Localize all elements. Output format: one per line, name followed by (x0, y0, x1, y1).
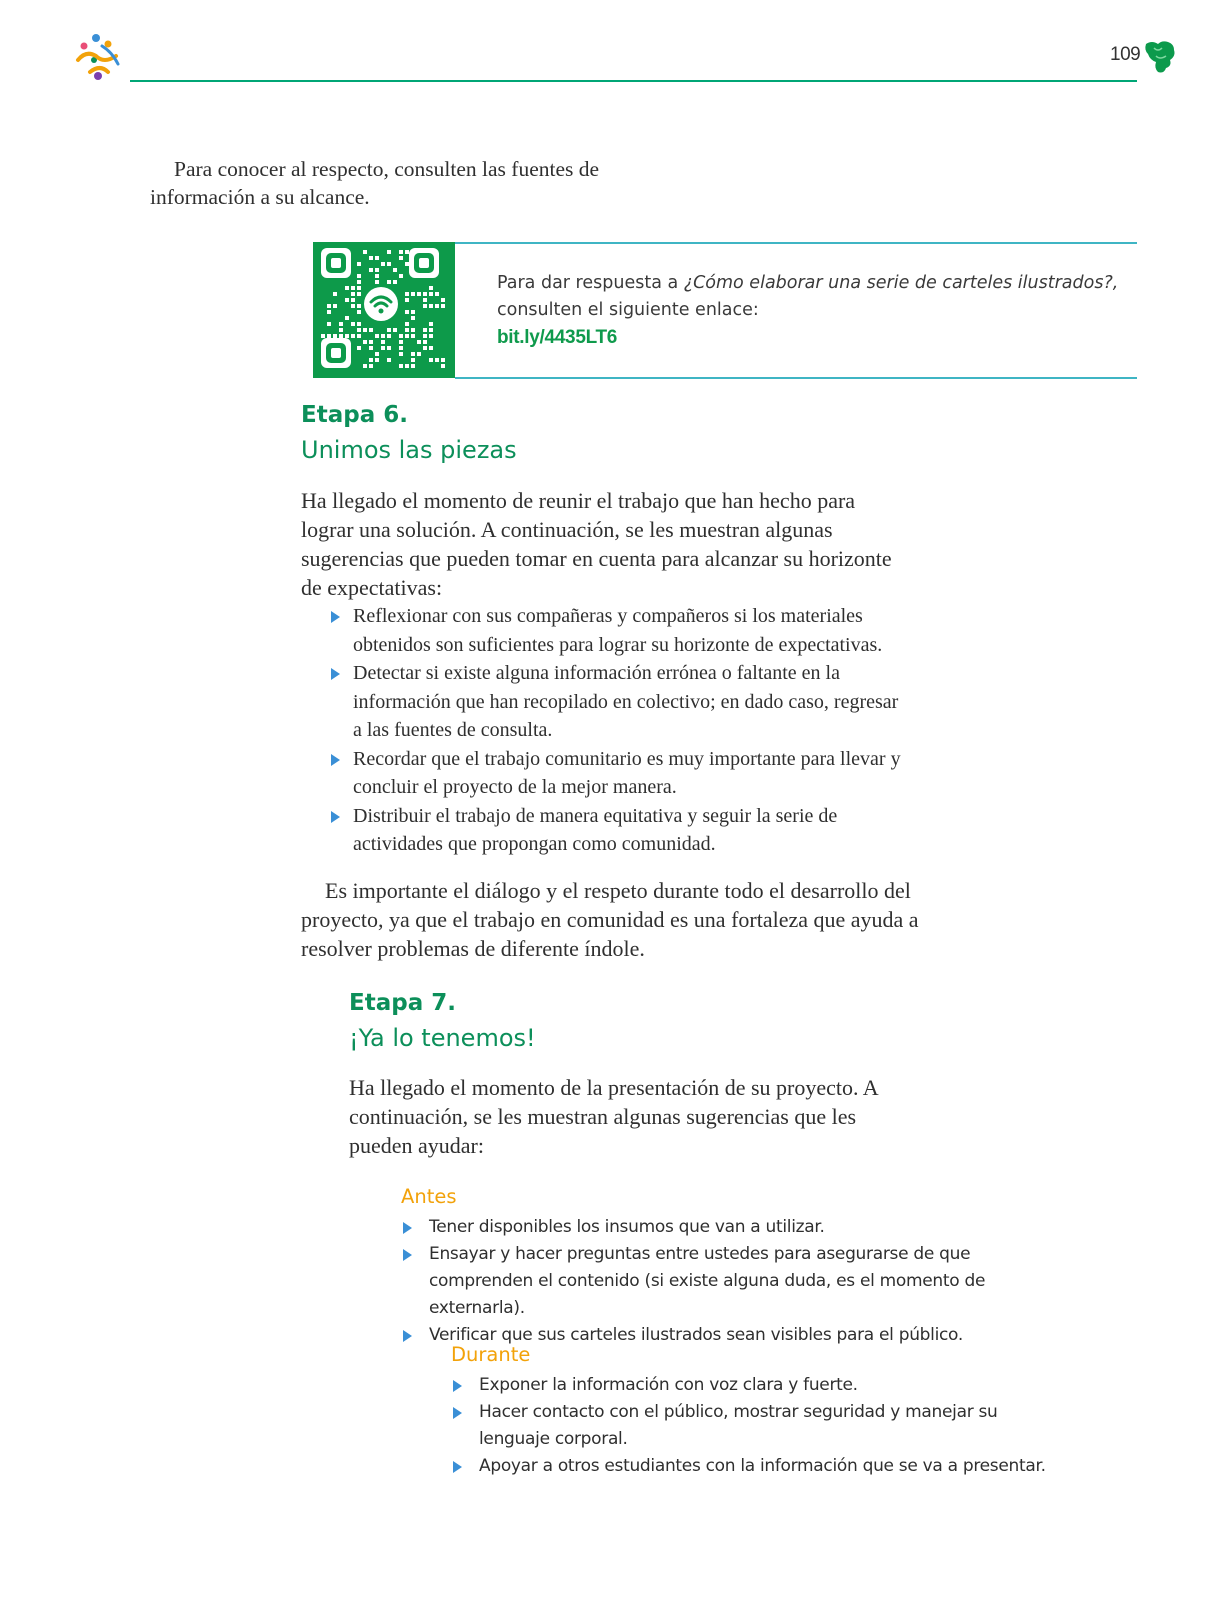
qr-module (399, 274, 403, 278)
qr-module (399, 364, 403, 368)
qr-module (411, 352, 415, 356)
qr-module (429, 286, 433, 290)
bullet-triangle-icon (331, 754, 340, 766)
qr-module (369, 328, 373, 332)
bullet-triangle-icon (453, 1407, 462, 1419)
qr-module (339, 328, 343, 332)
etapa6-body (301, 486, 911, 859)
qr-module (333, 304, 337, 308)
qr-module (375, 334, 379, 338)
qr-module (399, 340, 403, 344)
link-question: ¿Cómo elaborar una serie de carteles ilustrados?, (683, 273, 1119, 293)
qr-module (369, 340, 373, 344)
antes-section (401, 1214, 1061, 1349)
qr-module (435, 358, 439, 362)
qr-module (399, 256, 403, 260)
qr-module (357, 304, 361, 308)
qr-module (333, 334, 337, 338)
qr-module (405, 250, 409, 254)
qr-module (423, 328, 427, 332)
qr-module (399, 346, 403, 350)
qr-module (399, 250, 403, 254)
qr-module (405, 298, 409, 302)
etapa6-closing (301, 876, 926, 963)
qr-module (429, 334, 433, 338)
link-prefix: Para dar respuesta a (497, 273, 684, 293)
qr-module (357, 274, 361, 278)
qr-module (387, 262, 391, 266)
qr-module (363, 328, 367, 332)
qr-module (417, 352, 421, 356)
link-box-top-rule (455, 242, 1137, 244)
list-item: Tener disponibles los insumos que van a utilizar. (401, 1214, 1061, 1241)
qr-module (375, 268, 379, 272)
qr-module (351, 334, 355, 338)
qr-module (381, 346, 385, 350)
qr-module (357, 262, 361, 266)
qr-module (387, 280, 391, 284)
list-item: Exponer la información con voz clara y fuerte. (451, 1372, 1061, 1399)
qr-module (405, 310, 409, 314)
qr-module (339, 322, 343, 326)
qr-module (357, 310, 361, 314)
header-rule (130, 80, 1137, 82)
list-item: Verificar que sus carteles ilustrados sean visibles para el público. (401, 1322, 1061, 1349)
list-item: Recordar que el trabajo comunitario es muy importante para llevar y concluir el proyecto de la mejor manera. (301, 745, 911, 802)
etapa7-paragraph: Ha llegado el momento de la presentación de su proyecto. A continuación, se les muestran algunas sugerencias que les pueden ayudar: (349, 1075, 878, 1158)
page-number: 109 (1110, 44, 1141, 65)
bullet-triangle-icon (331, 668, 340, 680)
qr-module (345, 298, 349, 302)
qr-code[interactable] (313, 242, 455, 378)
list-item: Reflexionar con sus compañeras y compañeros si los materiales obtenidos son suficientes para lograr su horizonte de expectativas. (301, 602, 911, 659)
qr-module (357, 346, 361, 350)
qr-module (327, 310, 331, 314)
bullet-triangle-icon (403, 1330, 412, 1342)
qr-module (369, 268, 373, 272)
qr-module (441, 304, 445, 308)
qr-module (351, 286, 355, 290)
qr-module (441, 364, 445, 368)
qr-module (405, 334, 409, 338)
qr-module (363, 250, 367, 254)
qr-module (345, 316, 349, 320)
etapa7-number: Etapa 7. (349, 990, 456, 1016)
qr-module (351, 292, 355, 296)
list-item: Apoyar a otros estudiantes con la información que se va a presentar. (451, 1453, 1061, 1480)
etapa6-bullet-list (301, 602, 911, 859)
qr-module (375, 256, 379, 260)
qr-module (375, 358, 379, 362)
link-suffix: consulten el siguiente enlace: (497, 300, 759, 320)
list-item: Hacer contacto con el público, mostrar seguridad y manejar su lenguaje corporal. (451, 1399, 1061, 1453)
qr-module (351, 304, 355, 308)
qr-module (429, 322, 433, 326)
qr-module (393, 268, 397, 272)
durante-bullet-list (451, 1372, 1061, 1480)
qr-module (411, 292, 415, 296)
etapa7-title: ¡Ya lo tenemos! (349, 1024, 536, 1052)
qr-module (423, 298, 427, 302)
qr-module (363, 340, 367, 344)
qr-module (417, 340, 421, 344)
qr-module (381, 262, 385, 266)
qr-module (405, 322, 409, 326)
qr-module (357, 286, 361, 290)
qr-module (441, 358, 445, 362)
qr-module (357, 322, 361, 326)
qr-module (429, 304, 433, 308)
qr-module (387, 346, 391, 350)
qr-module (441, 298, 445, 302)
bullet-triangle-icon (403, 1222, 412, 1234)
qr-module (423, 340, 427, 344)
qr-module (405, 292, 409, 296)
qr-module (381, 334, 385, 338)
intro-text: Para conocer al respecto, consulten las fuentes de información a su alcance. (150, 157, 600, 209)
bullet-triangle-icon (331, 811, 340, 823)
qr-module (423, 346, 427, 350)
qr-module (411, 364, 415, 368)
qr-module (357, 328, 361, 332)
qr-module (369, 256, 373, 260)
qr-module (387, 334, 391, 338)
bullet-triangle-icon (453, 1461, 462, 1473)
qr-module (417, 292, 421, 296)
etapa7-body (349, 1073, 909, 1160)
link-box-bottom-rule (455, 377, 1137, 379)
antes-heading: Antes (401, 1185, 457, 1208)
etapa6-closing-text: Es importante el diálogo y el respeto durante todo el desarrollo del proyecto, ya que el trabajo en comunidad es una fortaleza que ayuda a resolver problemas de diferente índole. (301, 878, 919, 961)
qr-module (351, 322, 355, 326)
qr-module (435, 304, 439, 308)
qr-module (399, 334, 403, 338)
qr-module (429, 328, 433, 332)
qr-module (399, 352, 403, 356)
qr-module (393, 280, 397, 284)
etapa6-paragraph: Ha llegado el momento de reunir el trabajo que han hecho para lograr una solución. A continuación, se les muestran algunas sugerencias que pueden tomar en cuenta para alcanzar su horizonte de expectativas: (301, 488, 892, 600)
community-map-icon (1142, 38, 1178, 76)
qr-module (387, 358, 391, 362)
qr-module (381, 340, 385, 344)
qr-module (387, 328, 391, 332)
list-item: Ensayar y hacer preguntas entre ustedes para asegurarse de que comprenden el contenido (si existe alguna duda, es el momento de externarla). (401, 1241, 1061, 1322)
bullet-triangle-icon (403, 1249, 412, 1261)
qr-module (429, 346, 433, 350)
qr-module (393, 328, 397, 332)
qr-module (357, 334, 361, 338)
bullet-triangle-icon (453, 1380, 462, 1392)
qr-module (369, 358, 373, 362)
qr-module (345, 286, 349, 290)
qr-module (369, 346, 373, 350)
qr-module (411, 316, 415, 320)
list-item: Detectar si existe alguna información errónea o faltante en la información que han recopilado en colectivo; en dado caso, regresar a las fuentes de consulta. (301, 659, 911, 745)
qr-module (387, 250, 391, 254)
qr-module (411, 334, 415, 338)
qr-module (327, 322, 331, 326)
qr-module (363, 364, 367, 368)
qr-module (423, 304, 427, 308)
qr-module (333, 292, 337, 296)
qr-module (435, 292, 439, 296)
qr-module (327, 304, 331, 308)
durante-section (451, 1372, 1061, 1480)
qr-module (339, 334, 343, 338)
qr-module (405, 328, 409, 332)
antes-bullet-list (401, 1214, 1061, 1349)
qr-module (375, 274, 379, 278)
qr-module (411, 310, 415, 314)
qr-module (321, 334, 325, 338)
qr-module (375, 280, 379, 284)
qr-module (369, 364, 373, 368)
intro-paragraph (150, 155, 620, 211)
qr-module (429, 358, 433, 362)
qr-module (429, 292, 433, 296)
qr-module (405, 262, 409, 266)
series-logo-icon (72, 30, 128, 86)
qr-module (411, 358, 415, 362)
qr-module (345, 334, 349, 338)
qr-module (351, 298, 355, 302)
bullet-triangle-icon (331, 611, 340, 623)
qr-module (423, 334, 427, 338)
qr-module (357, 292, 361, 296)
list-item: Distribuir el trabajo de manera equitativa y seguir la serie de actividades que propongan como comunidad. (301, 802, 911, 859)
etapa6-title: Unimos las piezas (301, 436, 517, 464)
etapa6-number: Etapa 6. (301, 402, 408, 428)
qr-module (423, 292, 427, 296)
qr-module (375, 352, 379, 356)
qr-module (357, 280, 361, 284)
qr-module (327, 334, 331, 338)
qr-module (405, 364, 409, 368)
resource-link[interactable]: bit.ly/4435LT6 (497, 327, 618, 348)
durante-heading: Durante (451, 1343, 531, 1366)
link-box-text (497, 270, 1137, 352)
qr-module (411, 328, 415, 332)
